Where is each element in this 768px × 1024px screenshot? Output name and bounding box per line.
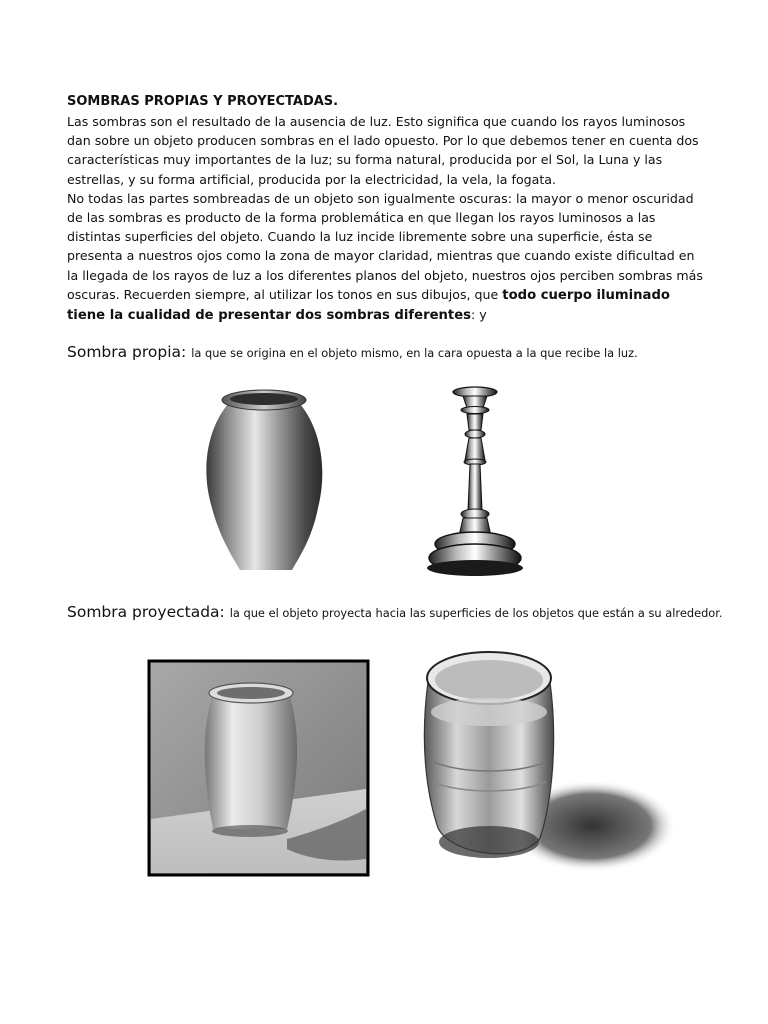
caption-description: la que se origina en el objeto mismo, en la cara opuesta a la que recibe la luz.: [191, 346, 638, 360]
paragraph-2-end: : y: [471, 307, 487, 323]
paragraph-1: Las sombras son el resultado de la ausencia de luz. Esto significa que cuando los rayos luminosos dan sobre un objeto producen sombras en el lado opuesto. Por lo que debemos tener en cuenta dos características muy importantes de la luz; su forma natural, producida por el Sol, la Luna y las estrellas, y su forma artificial, producida por la electricidad, la vela, la fogata.: [67, 114, 699, 187]
paragraph-2-emphasis: todo cuerpo iluminado tiene la cualidad de presentar dos sombras diferentes: [67, 287, 670, 324]
paragraph-2-text: No todas las partes sombreadas de un objeto son igualmente oscuras: la mayor o menor oscuridad de las sombras es producto de la forma problemática en que llegan los rayos luminosos a las distintas superficies del objeto. Cuando la luz incide libremente sobre una superficie, ésta se presenta a nuestros ojos como la zona de mayor claridad, mientras que cuando existe dificultad en la llegada de los rayos de luz a los diferentes planos del objeto, nuestros ojos perciben sombras más oscuras. Recuerden siempre, al utilizar los tonos en sus dibujos, que: [67, 190, 703, 302]
paragraph-2: [67, 189, 707, 325]
caption-sombra-proyectada: [67, 603, 723, 621]
caption-term: Sombra proyectada:: [67, 603, 225, 621]
caption-description: la que el objeto proyecta hacia las superficies de los objetos que están a su alrededor.: [229, 606, 723, 620]
framed-vase-illustration: [147, 659, 370, 877]
vase-illustration: [200, 388, 330, 572]
caption-term: Sombra propia:: [67, 343, 187, 361]
glass-illustration: [412, 642, 678, 880]
document-body: [67, 112, 707, 325]
caption-sombra-propia: [67, 343, 638, 361]
document-title: SOMBRAS PROPIAS Y PROYECTADAS.: [67, 94, 339, 109]
candlestick-illustration: [425, 384, 525, 580]
